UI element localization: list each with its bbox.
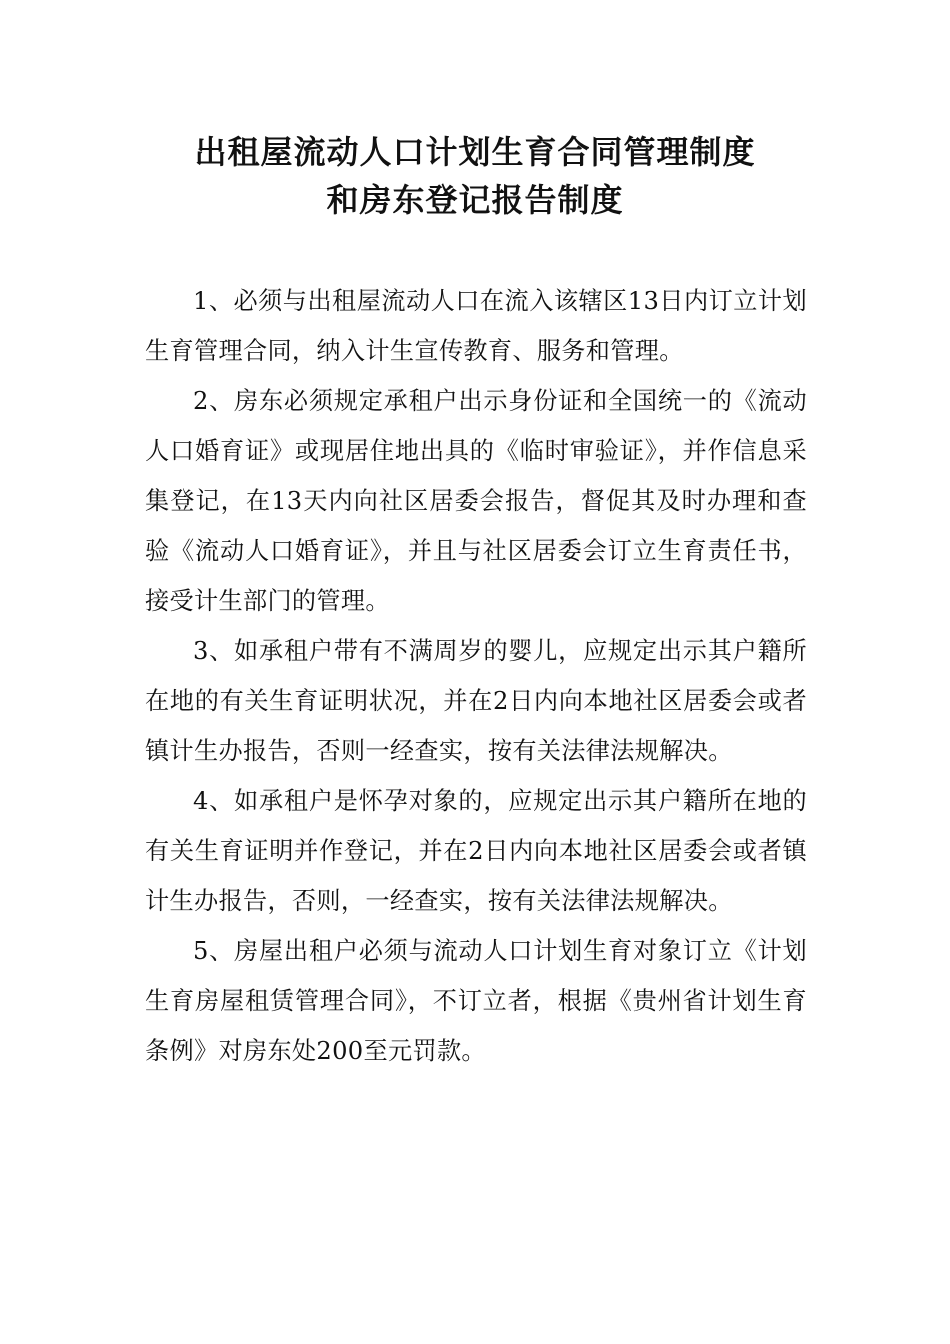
paragraph-3: 3、如承租户带有不满周岁的婴儿，应规定出示其户籍所在地的有关生育证明状况，并在2日内向本地社区居委会或者镇计生办报告，否则一经查实，按有关法律法规解决。 [145,637,807,765]
title-line-1: 出租屋流动人口计划生育合同管理制度 [194,133,756,171]
title-line-2: 和房东登记报告制度 [326,181,624,219]
paragraph-1: 1、必须与出租屋流动人口在流入该辖区13日内订立计划生育管理合同，纳入计生宣传教育、服务和管理。 [145,287,807,365]
document-body [145,276,807,1076]
paragraph-2: 2、房东必须规定承租户出示身份证和全国统一的《流动人口婚育证》或现居住地出具的《临时审验证》，并作信息采集登记，在13天内向社区居委会报告，督促其及时办理和查验《流动人口婚育证》，并且与社区居委会订立生育责任书，接受计生部门的管理。 [145,387,807,615]
paragraph-5: 5、房屋出租户必须与流动人口计划生育对象订立《计划生育房屋租赁管理合同》，不订立者，根据《贵州省计划生育条例》对房东处200至元罚款。 [145,937,807,1065]
paragraph-4: 4、如承租户是怀孕对象的，应规定出示其户籍所在地的有关生育证明并作登记，并在2日内向本地社区居委会或者镇计生办报告，否则，一经查实，按有关法律法规解决。 [145,787,807,915]
document-title [120,128,830,224]
